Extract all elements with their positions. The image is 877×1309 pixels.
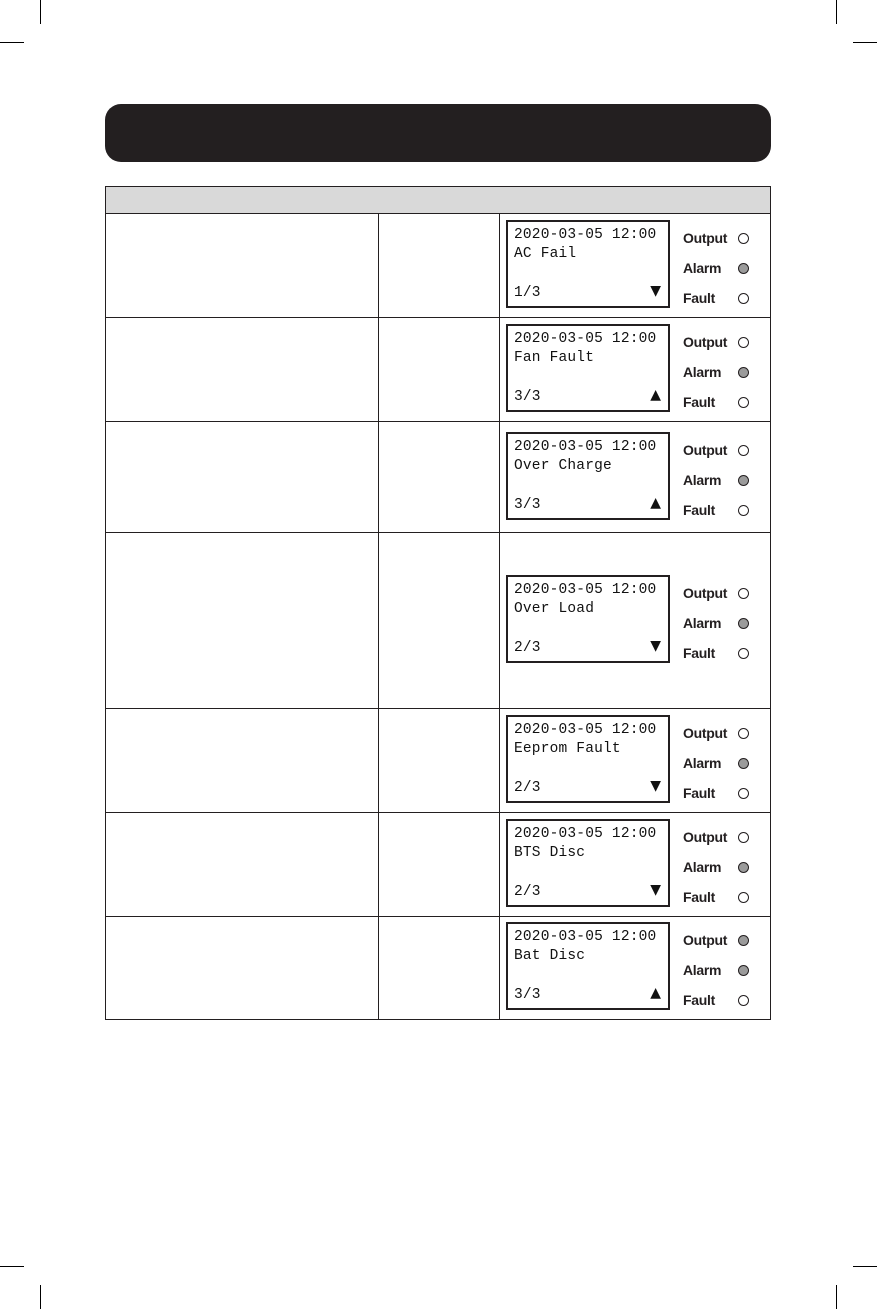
- alarm-led-label: Alarm: [683, 472, 722, 488]
- alarm-led-icon: [738, 367, 749, 378]
- alarm-led-icon: [738, 263, 749, 274]
- alarm-led-label: Alarm: [683, 859, 722, 875]
- alarm-led-icon: [738, 475, 749, 486]
- output-led-label: Output: [683, 585, 728, 601]
- crop-mark: [0, 1266, 24, 1267]
- output-led-label: Output: [683, 932, 728, 948]
- lcd-page-indicator: 1/3: [514, 285, 541, 301]
- description-cell: [106, 214, 379, 317]
- led-indicators: [683, 725, 763, 815]
- display-cell: [500, 318, 770, 421]
- triangle-down-icon: ▼: [650, 882, 661, 898]
- lcd-message: AC Fail: [514, 246, 577, 262]
- alarm-led-icon: [738, 758, 749, 769]
- alarm-led-row: [683, 615, 763, 645]
- code-cell: [378, 422, 500, 532]
- triangle-up-icon: ▲: [650, 985, 661, 1001]
- display-cell: [500, 422, 770, 532]
- code-cell: [378, 318, 500, 421]
- alarm-led-icon: [738, 965, 749, 976]
- code-cell: [378, 917, 500, 1019]
- description-cell: [106, 422, 379, 532]
- crop-mark: [40, 0, 41, 24]
- output-led-icon: [738, 935, 749, 946]
- lcd-datetime: 2020-03-05 12:00: [514, 331, 657, 347]
- triangle-down-icon: ▼: [650, 778, 661, 794]
- output-led-row: [683, 829, 763, 859]
- output-led-row: [683, 334, 763, 364]
- table-row: [106, 813, 770, 917]
- lcd-display: [506, 922, 670, 1010]
- alarm-led-row: [683, 364, 763, 394]
- alarm-led-label: Alarm: [683, 364, 722, 380]
- code-cell: [378, 214, 500, 317]
- lcd-display: [506, 715, 670, 803]
- lcd-datetime: 2020-03-05 12:00: [514, 929, 657, 945]
- table-row: [106, 533, 770, 709]
- fault-led-row: [683, 394, 763, 424]
- output-led-label: Output: [683, 829, 728, 845]
- led-indicators: [683, 334, 763, 424]
- fault-led-label: Fault: [683, 992, 715, 1008]
- alarm-led-label: Alarm: [683, 962, 722, 978]
- crop-mark: [0, 42, 24, 43]
- fault-led-icon: [738, 293, 749, 304]
- fault-led-row: [683, 889, 763, 919]
- fault-led-icon: [738, 892, 749, 903]
- alarm-led-row: [683, 260, 763, 290]
- lcd-datetime: 2020-03-05 12:00: [514, 439, 657, 455]
- crop-mark: [836, 0, 837, 24]
- lcd-display: [506, 432, 670, 520]
- table-header-row: [106, 187, 770, 214]
- lcd-datetime: 2020-03-05 12:00: [514, 582, 657, 598]
- output-led-row: [683, 725, 763, 755]
- output-led-label: Output: [683, 725, 728, 741]
- lcd-display: [506, 220, 670, 308]
- fault-led-label: Fault: [683, 502, 715, 518]
- lcd-page-indicator: 3/3: [514, 497, 541, 513]
- description-cell: [106, 709, 379, 812]
- alarm-led-icon: [738, 862, 749, 873]
- triangle-up-icon: ▲: [650, 495, 661, 511]
- table-row: [106, 422, 770, 533]
- output-led-icon: [738, 728, 749, 739]
- lcd-display: [506, 575, 670, 663]
- output-led-icon: [738, 445, 749, 456]
- section-header-bar: [105, 104, 771, 162]
- output-led-row: [683, 442, 763, 472]
- lcd-message: Over Charge: [514, 458, 612, 474]
- alarm-led-row: [683, 962, 763, 992]
- fault-led-label: Fault: [683, 889, 715, 905]
- lcd-page-indicator: 3/3: [514, 389, 541, 405]
- lcd-display: [506, 819, 670, 907]
- output-led-icon: [738, 588, 749, 599]
- led-indicators: [683, 829, 763, 919]
- alarm-led-icon: [738, 618, 749, 629]
- fault-led-row: [683, 290, 763, 320]
- lcd-page-indicator: 2/3: [514, 780, 541, 796]
- fault-led-icon: [738, 648, 749, 659]
- output-led-label: Output: [683, 442, 728, 458]
- display-cell: [500, 214, 770, 317]
- description-cell: [106, 917, 379, 1019]
- alarm-led-label: Alarm: [683, 260, 722, 276]
- fault-led-label: Fault: [683, 290, 715, 306]
- crop-mark: [836, 1285, 837, 1309]
- output-led-icon: [738, 233, 749, 244]
- output-led-row: [683, 932, 763, 962]
- lcd-message: Bat Disc: [514, 948, 586, 964]
- alarm-led-row: [683, 755, 763, 785]
- alarm-led-label: Alarm: [683, 755, 722, 771]
- led-indicators: [683, 932, 763, 1022]
- lcd-message: Over Load: [514, 601, 595, 617]
- fault-led-row: [683, 992, 763, 1022]
- table-row: [106, 917, 770, 1019]
- table-row: [106, 709, 770, 813]
- crop-mark: [853, 1266, 877, 1267]
- code-cell: [378, 813, 500, 916]
- display-cell: [500, 533, 770, 708]
- lcd-page-indicator: 2/3: [514, 884, 541, 900]
- alarm-led-label: Alarm: [683, 615, 722, 631]
- table-row: [106, 318, 770, 422]
- fault-led-icon: [738, 397, 749, 408]
- crop-mark: [853, 42, 877, 43]
- lcd-message: Eeprom Fault: [514, 741, 621, 757]
- triangle-down-icon: ▼: [650, 638, 661, 654]
- lcd-page-indicator: 3/3: [514, 987, 541, 1003]
- output-led-label: Output: [683, 334, 728, 350]
- alarm-led-row: [683, 859, 763, 889]
- table-row: [106, 214, 770, 318]
- led-indicators: [683, 585, 763, 675]
- lcd-message: BTS Disc: [514, 845, 586, 861]
- led-indicators: [683, 230, 763, 320]
- alarm-led-row: [683, 472, 763, 502]
- fault-led-icon: [738, 995, 749, 1006]
- fault-led-label: Fault: [683, 394, 715, 410]
- display-cell: [500, 709, 770, 812]
- code-cell: [378, 709, 500, 812]
- lcd-display: [506, 324, 670, 412]
- triangle-up-icon: ▲: [650, 387, 661, 403]
- description-cell: [106, 318, 379, 421]
- triangle-down-icon: ▼: [650, 283, 661, 299]
- fault-led-label: Fault: [683, 785, 715, 801]
- output-led-label: Output: [683, 230, 728, 246]
- fault-led-label: Fault: [683, 645, 715, 661]
- code-cell: [378, 533, 500, 708]
- output-led-row: [683, 585, 763, 615]
- display-cell: [500, 917, 770, 1019]
- led-indicators: [683, 442, 763, 532]
- fault-led-icon: [738, 788, 749, 799]
- alarm-table: [105, 186, 771, 1020]
- lcd-page-indicator: 2/3: [514, 640, 541, 656]
- crop-mark: [40, 1285, 41, 1309]
- fault-led-row: [683, 502, 763, 532]
- output-led-row: [683, 230, 763, 260]
- fault-led-row: [683, 785, 763, 815]
- display-cell: [500, 813, 770, 916]
- lcd-message: Fan Fault: [514, 350, 595, 366]
- output-led-icon: [738, 337, 749, 348]
- lcd-datetime: 2020-03-05 12:00: [514, 722, 657, 738]
- fault-led-icon: [738, 505, 749, 516]
- fault-led-row: [683, 645, 763, 675]
- lcd-datetime: 2020-03-05 12:00: [514, 826, 657, 842]
- description-cell: [106, 533, 379, 708]
- output-led-icon: [738, 832, 749, 843]
- description-cell: [106, 813, 379, 916]
- lcd-datetime: 2020-03-05 12:00: [514, 227, 657, 243]
